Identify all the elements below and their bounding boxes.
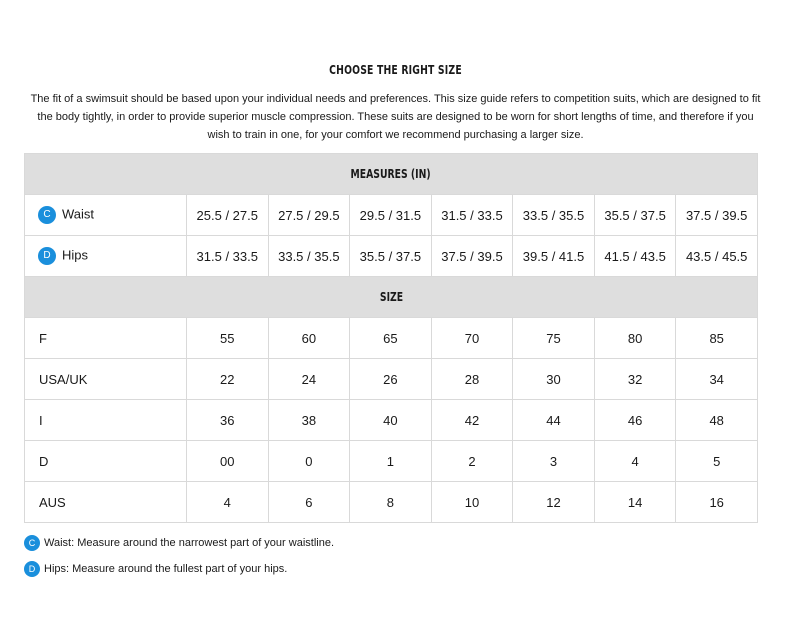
table-cell: 14 bbox=[594, 482, 676, 523]
size-heading: SIZE bbox=[25, 277, 758, 318]
table-cell: 29.5 / 31.5 bbox=[350, 195, 432, 236]
table-cell: 28 bbox=[431, 359, 513, 400]
table-cell: 43.5 / 45.5 bbox=[676, 236, 758, 277]
table-cell: 35.5 / 37.5 bbox=[594, 195, 676, 236]
table-row bbox=[25, 195, 758, 236]
table-cell: 75 bbox=[513, 318, 595, 359]
size-table bbox=[24, 153, 758, 523]
table-cell: 31.5 / 33.5 bbox=[187, 236, 269, 277]
table-cell: 32 bbox=[594, 359, 676, 400]
table-cell: 12 bbox=[513, 482, 595, 523]
table-cell: 46 bbox=[594, 400, 676, 441]
table-cell: 0 bbox=[268, 441, 350, 482]
page-title: CHOOSE THE RIGHT SIZE bbox=[329, 63, 462, 77]
table-cell: 37.5 / 39.5 bbox=[431, 236, 513, 277]
table-cell: 8 bbox=[350, 482, 432, 523]
waist-marker-icon: C bbox=[38, 206, 56, 224]
table-cell: 39.5 / 41.5 bbox=[513, 236, 595, 277]
table-cell: 34 bbox=[676, 359, 758, 400]
intro-text: The fit of a swimsuit should be based upon your individual needs and preferences. This size guide refers to competition suits, which are designed to fit the body tightly, in order to provide superior muscle compression. These suits are designed to be worn for short lengths of time, and therefore if you wish to train in one, for your comfort we recommend purchasing a larger size. bbox=[30, 93, 761, 141]
row-label-i: I bbox=[25, 400, 187, 441]
table-row bbox=[25, 441, 758, 482]
table-row bbox=[25, 236, 758, 277]
waist-note-marker-icon: C bbox=[24, 535, 40, 551]
waist-note bbox=[24, 535, 334, 551]
measures-header-row bbox=[25, 154, 758, 195]
table-row bbox=[25, 359, 758, 400]
table-cell: 60 bbox=[268, 318, 350, 359]
table-cell: 5 bbox=[676, 441, 758, 482]
table-cell: 44 bbox=[513, 400, 595, 441]
table-row bbox=[25, 318, 758, 359]
size-header-row bbox=[25, 277, 758, 318]
table-cell: 31.5 / 33.5 bbox=[431, 195, 513, 236]
table-cell: 4 bbox=[594, 441, 676, 482]
table-cell: 25.5 / 27.5 bbox=[187, 195, 269, 236]
table-cell: 2 bbox=[431, 441, 513, 482]
table-cell: 26 bbox=[350, 359, 432, 400]
row-label-text: Hips bbox=[62, 247, 89, 263]
table-row bbox=[25, 400, 758, 441]
row-label-hips bbox=[25, 236, 187, 277]
table-cell: 22 bbox=[187, 359, 269, 400]
table-cell: 70 bbox=[431, 318, 513, 359]
table-cell: 40 bbox=[350, 400, 432, 441]
table-cell: 36 bbox=[187, 400, 269, 441]
table-cell: 80 bbox=[594, 318, 676, 359]
table-cell: 1 bbox=[350, 441, 432, 482]
table-cell: 6 bbox=[268, 482, 350, 523]
table-cell: 37.5 / 39.5 bbox=[676, 195, 758, 236]
table-cell: 85 bbox=[676, 318, 758, 359]
table-row bbox=[25, 482, 758, 523]
table-cell: 33.5 / 35.5 bbox=[268, 236, 350, 277]
row-label-waist bbox=[25, 195, 187, 236]
table-cell: 33.5 / 35.5 bbox=[513, 195, 595, 236]
hips-note bbox=[24, 561, 287, 577]
row-label-usa-uk: USA/UK bbox=[25, 359, 187, 400]
hips-marker-icon: D bbox=[38, 247, 56, 265]
measures-heading: MEASURES (IN) bbox=[25, 154, 758, 195]
row-label-aus: AUS bbox=[25, 482, 187, 523]
table-cell: 00 bbox=[187, 441, 269, 482]
table-cell: 38 bbox=[268, 400, 350, 441]
table-cell: 4 bbox=[187, 482, 269, 523]
table-cell: 55 bbox=[187, 318, 269, 359]
table-cell: 35.5 / 37.5 bbox=[350, 236, 432, 277]
table-cell: 10 bbox=[431, 482, 513, 523]
table-cell: 42 bbox=[431, 400, 513, 441]
hips-note-marker-icon: D bbox=[24, 561, 40, 577]
hips-note-text: Hips: Measure around the fullest part of your hips. bbox=[44, 563, 288, 575]
table-cell: 24 bbox=[268, 359, 350, 400]
table-cell: 30 bbox=[513, 359, 595, 400]
table-cell: 48 bbox=[676, 400, 758, 441]
table-cell: 16 bbox=[676, 482, 758, 523]
row-label-f: F bbox=[25, 318, 187, 359]
table-cell: 3 bbox=[513, 441, 595, 482]
table-cell: 41.5 / 43.5 bbox=[594, 236, 676, 277]
row-label-text: Waist bbox=[62, 206, 95, 222]
table-cell: 27.5 / 29.5 bbox=[268, 195, 350, 236]
waist-note-text: Waist: Measure around the narrowest part of your waistline. bbox=[44, 537, 335, 549]
table-cell: 65 bbox=[350, 318, 432, 359]
row-label-d: D bbox=[25, 441, 187, 482]
